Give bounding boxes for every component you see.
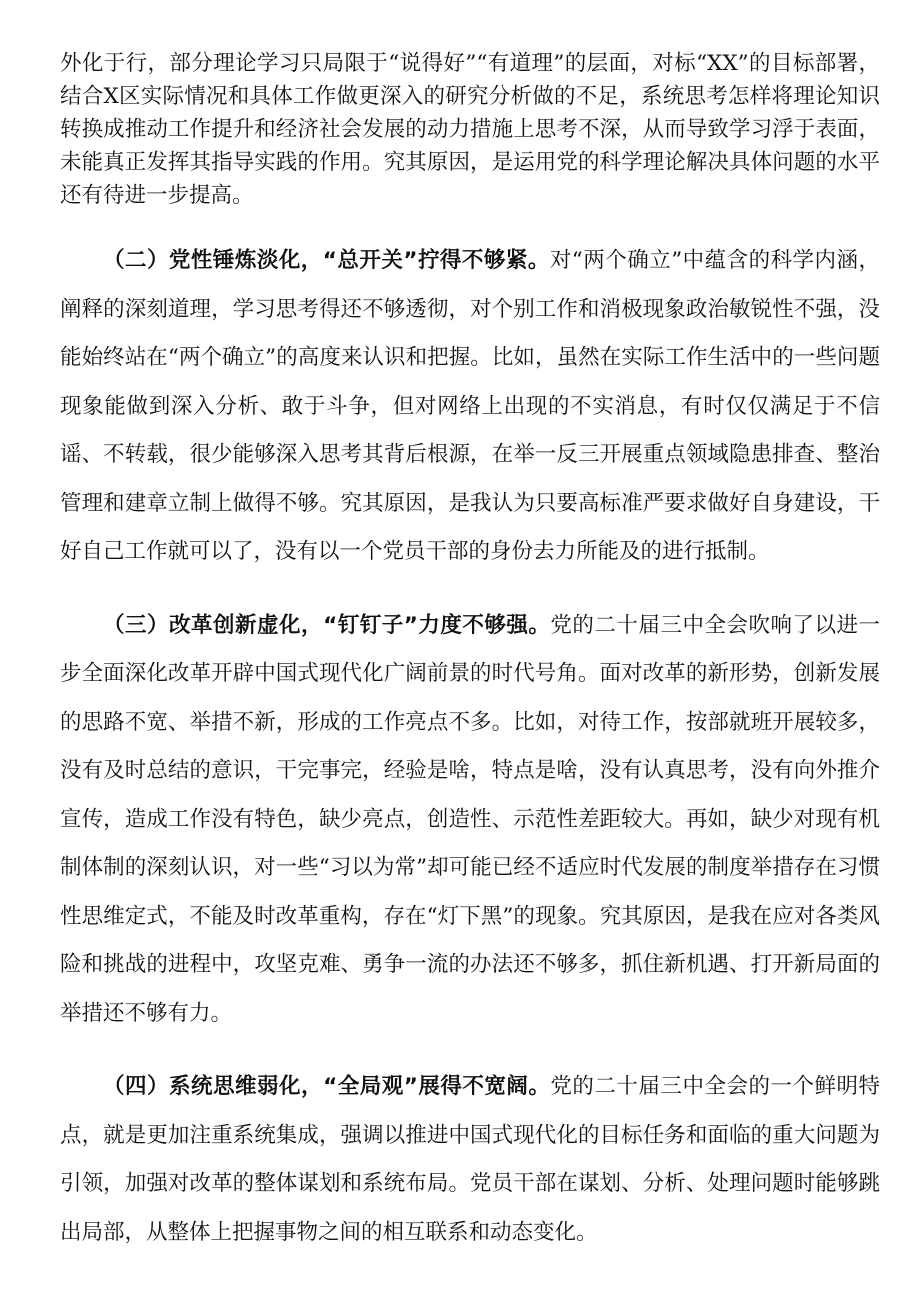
paragraph-4-text: 党的二十届三中全会的一个鲜明特点，就是更加注重系统集成，强调以推进中国式现代化的目标任务和面临的重大问题为引领，加强对改革的整体谋划和系统布局。党员干部在谋划、分析、处理问题时能够跳出局部，从整体上把握事物之间的相互联系和动态变化。: [60, 1074, 880, 1245]
paragraph-2: [60, 237, 880, 577]
paragraph-1: [60, 0, 880, 212]
section-heading-3: （三）改革创新虚化，“钉钉子”力度不够强。: [103, 612, 551, 638]
document-page: [60, 0, 880, 1257]
paragraph-1-text: 外化于行，部分理论学习只局限于“说得好”“有道理”的层面，对标“XX”的目标部署，结合X区实际情况和具体工作做更深入的研究分析做的不足，系统思考怎样将理论知识转换成推动工作提升和经济社会发展的动力措施上思考不深，从而导致学习浮于表面，未能真正发挥其指导实践的作用。究其原因，是运用党的科学理论解决具体问题的水平还有待进一步提高。: [60, 51, 880, 208]
section-heading-4: （四）系统思维弱化，“全局观”展得不宽阔。: [103, 1074, 551, 1099]
paragraph-2-text: 对“两个确立”中蕴含的科学内涵，阐释的深刻道理，学习思考得还不够透彻，对个别工作和消极现象政治敏锐性不强，没能始终站在“两个确立”的高度来认识和把握。比如，虽然在实际工作生活中的一些问题现象能做到深入分析、敢于斗争，但对网络上出现的不实消息，有时仅仅满足于不信谣、不转载，很少能够深入思考其背后根源，在举一反三开展重点领域隐患排查、整治管理和建章立制上做得不够。究其原因，是我认为只要高标准严要求做好自身建设，干好自己工作就可以了，没有以一个党员干部的身份去力所能及的进行抵制。: [60, 248, 880, 564]
paragraph-4: [60, 1063, 880, 1257]
paragraph-3-text: 党的二十届三中全会吹响了以进一步全面深化改革开辟中国式现代化广阔前景的时代号角。面对改革的新形势，创新发展的思路不宽、举措不新，形成的工作亮点不多。比如，对待工作，按部就班开展较多，没有及时总结的意识，干完事完，经验是啥，特点是啥，没有认真思考，没有向外推介宣传，造成工作没有特色，缺少亮点，创造性、示范性差距较大。再如，缺少对现有机制体制的深刻认识，对一些“习以为常”却可能已经不适应时代发展的制度举措存在习惯性思维定式，不能及时改革重构，存在“灯下黑”的现象。究其原因，是我在应对各类风险和挑战的进程中，攻坚克难、勇争一流的办法还不够多，抓住新机遇、打开新局面的举措还不够有力。: [60, 612, 880, 1026]
section-heading-2: （二）党性锤炼淡化，“总开关”拧得不够紧。: [103, 248, 550, 273]
paragraph-3: [60, 602, 880, 1039]
